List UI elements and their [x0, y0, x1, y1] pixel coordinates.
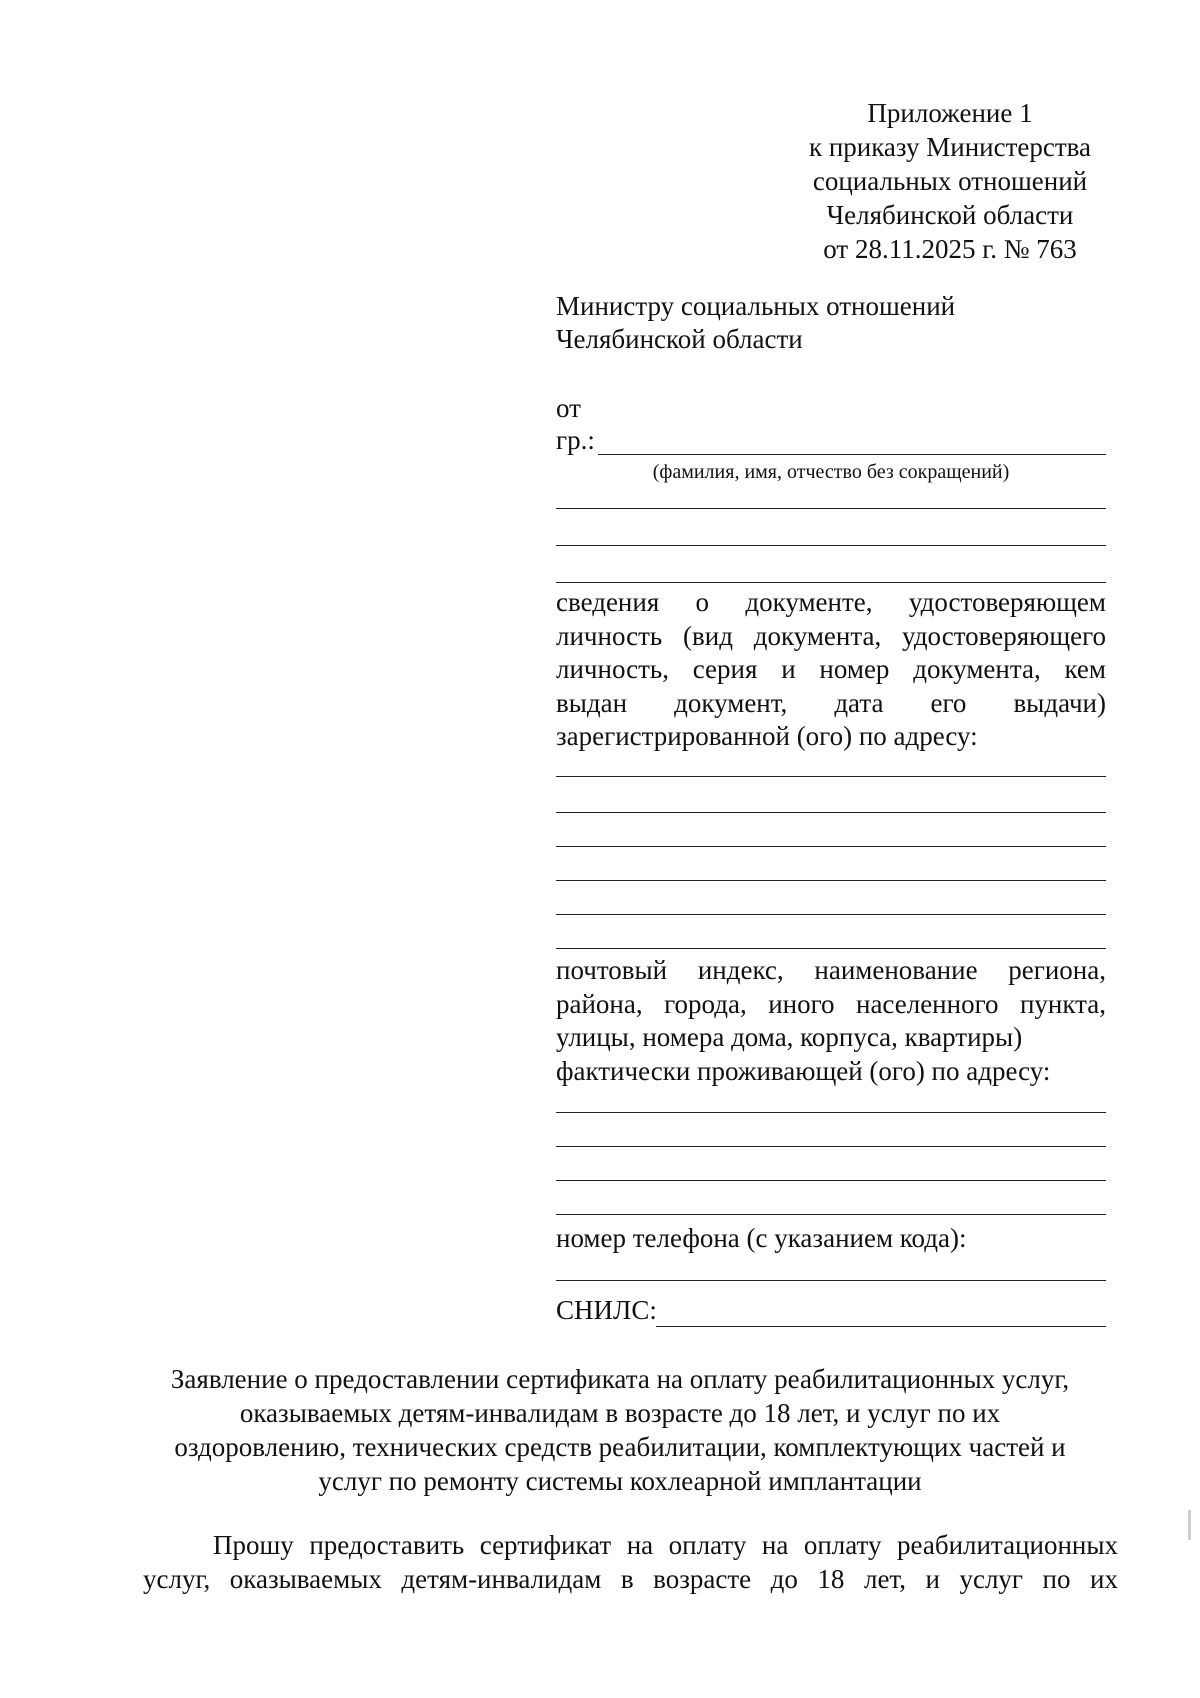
document-info-line-1: сведения о документе, удостоверяющем	[556, 587, 1106, 617]
application-title	[130, 1362, 1110, 1498]
title-line-3: оздоровлению, технических средств реабилитации, комплектующих частей и	[174, 1432, 1066, 1462]
fill-line[interactable]	[556, 1214, 1106, 1215]
address-info-text	[556, 954, 1106, 1088]
phone-field[interactable]	[556, 1280, 1106, 1281]
phone-label: номер телефона (с указанием кода):	[556, 1223, 967, 1253]
fill-line[interactable]	[556, 812, 1106, 813]
appendix-line-5: от 28.11.2025 г. № 763	[823, 234, 1077, 264]
document-info-line-2: личность (вид документа, удостоверяющего	[556, 620, 1106, 651]
address-info-line-3: улицы, номера дома, корпуса, квартиры)	[556, 1022, 1023, 1052]
body-line-2: услуг, оказываемых детям-инвалидам в возрасте до 18 лет, и услуг по их	[143, 1564, 1118, 1594]
fill-line[interactable]	[556, 776, 1106, 777]
addressee-line-2: Челябинской области	[556, 324, 803, 354]
address-info-line-2: района, города, иного населенного пункта,	[556, 988, 1106, 1019]
fill-line[interactable]	[556, 880, 1106, 881]
name-hint: (фамилия, имя, отчество без сокращений)	[652, 461, 1010, 483]
citizen-name-row	[556, 424, 1106, 458]
appendix-line-3: социальных отношений	[812, 166, 1088, 196]
fill-line[interactable]	[556, 948, 1106, 949]
document-info-line-3: личность, серия и номер документа, кем	[556, 654, 1106, 684]
addressee	[556, 290, 1106, 356]
fill-line[interactable]	[556, 846, 1106, 847]
appendix-line-4: Челябинской области	[826, 200, 1074, 230]
snils-row	[556, 1294, 1106, 1330]
application-body	[143, 1528, 1118, 1596]
document-info-line-5: зарегистрированной (ого) по адресу:	[556, 721, 978, 751]
appendix-line-2: к приказу Министерства	[808, 132, 1092, 162]
scan-artifact	[1188, 1510, 1191, 1540]
title-line-1: Заявление о предоставлении сертификата на оплату реабилитационных услуг,	[170, 1364, 1070, 1394]
appendix-line-1: Приложение 1	[867, 98, 1033, 128]
from-label: от	[556, 393, 581, 423]
citizen-label: гр.:	[556, 425, 595, 455]
snils-field[interactable]	[656, 1326, 1106, 1327]
snils-label: СНИЛС:	[556, 1295, 657, 1325]
appendix-header	[760, 96, 1140, 266]
address-info-line-4: фактически проживающей (ого) по адресу:	[556, 1055, 1051, 1086]
fill-line[interactable]	[556, 1180, 1106, 1181]
body-line-1: Прошу предоставить сертификат на оплату на оплату реабилитационных	[213, 1530, 1118, 1560]
address-info-line-1: почтовый индекс, наименование региона,	[556, 955, 1106, 985]
document-info-line-4: выдан документ, дата его выдачи)	[556, 687, 1106, 718]
title-line-4: услуг по ремонту системы кохлеарной имплантации	[318, 1466, 922, 1496]
fill-line[interactable]	[556, 582, 1106, 583]
addressee-line-1: Министру социальных отношений	[556, 291, 956, 321]
document-info-text	[556, 586, 1106, 754]
fill-line[interactable]	[556, 545, 1106, 546]
title-line-2: оказываемых детям-инвалидам в возрасте до 18 лет, и услуг по их	[239, 1398, 1001, 1428]
fill-line[interactable]	[556, 914, 1106, 915]
fill-line[interactable]	[556, 508, 1106, 509]
fill-line[interactable]	[556, 1146, 1106, 1147]
fill-line[interactable]	[556, 1112, 1106, 1113]
citizen-name-field[interactable]	[598, 454, 1106, 455]
